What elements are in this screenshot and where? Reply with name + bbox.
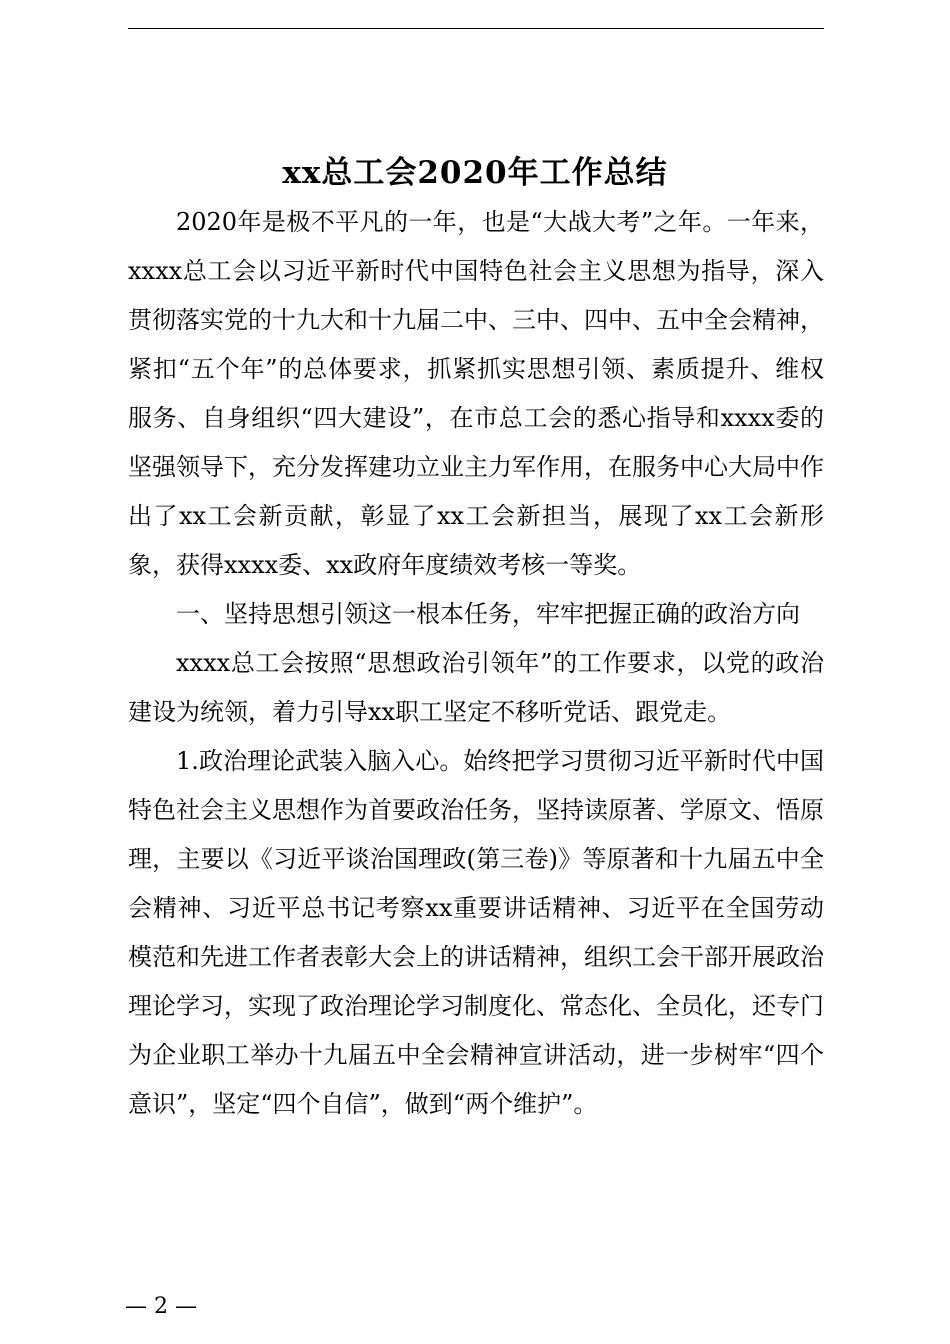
intro-paragraph: 2020年是极不平凡的一年，也是“大战大考”之年。一年来，xxxx总工会以习近平新时代中国特色社会主义思想为指导，深入贯彻落实党的十九大和十九届二中、三中、四中、五中全会精神，紧扣“五个年”的总体要求，抓紧抓实思想引领、素质提升、维权服务、自身组织“四大建设”，在市总工会的悉心指导和xxxx委的坚强领导下，充分发挥建功立业主力军作用，在服务中心大局中作出了xx工会新贡献，彰显了xx工会新担当，展现了xx工会新形象，获得xxxx委、xx政府年度绩效考核一等奖。 bbox=[128, 208, 824, 579]
header-rule bbox=[128, 28, 824, 29]
document-title: xx总工会2020年工作总结 bbox=[282, 155, 668, 191]
subsection-1-paragraph: 1.政治理论武装入脑入心。始终把学习贯彻习近平新时代中国特色社会主义思想作为首要政治任务，坚持读原著、学原文、悟原理，主要以《习近平谈治国理政(第三卷)》等原著和十九届五中全会精神、习近平总书记考察xx重要讲话精神、习近平在全国劳动模范和先进工作者表彰大会上的讲话精神，组织工会干部开展政治理论学习，实现了政治理论学习制度化、常态化、全员化，还专门为企业职工举办十九届五中全会精神宣讲活动，进一步树牢“四个意识”，坚定“四个自信”，做到“两个维护”。 bbox=[128, 747, 824, 1118]
page-number: — 2 — bbox=[125, 1294, 197, 1319]
document-body bbox=[128, 198, 824, 1129]
section-1-paragraph: xxxx总工会按照“思想政治引领年”的工作要求，以党的政治建设为统领，着力引导xx职工坚定不移听党话、跟党走。 bbox=[128, 649, 824, 726]
section-heading-1: 一、坚持思想引领这一根本任务，牢牢把握正确的政治方向 bbox=[176, 600, 800, 628]
